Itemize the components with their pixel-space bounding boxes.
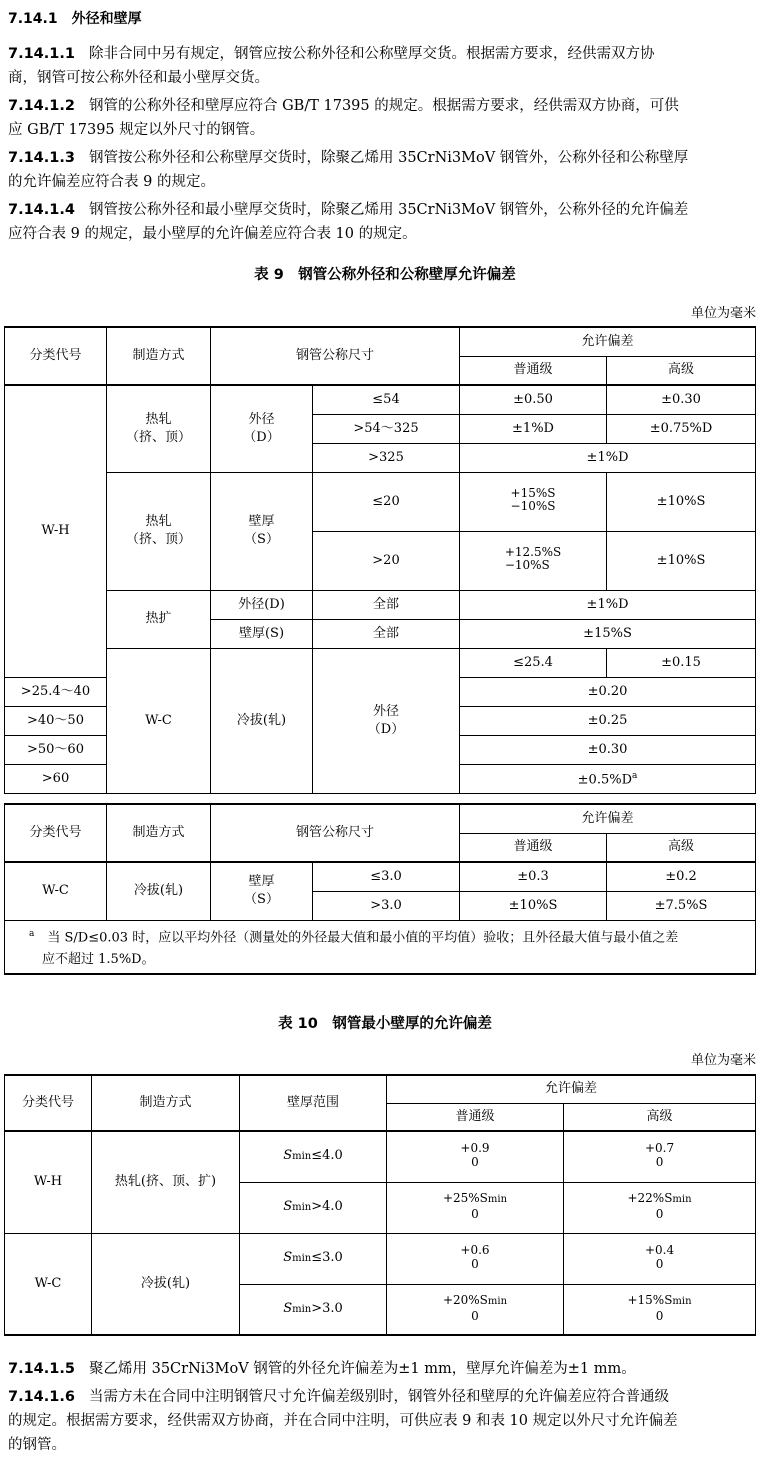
- table-cell: Smin>3.0: [240, 1284, 387, 1335]
- table-cell: +0.7 0: [564, 1131, 756, 1182]
- table-cell: >3.0: [313, 891, 460, 920]
- header-normal: 普通级: [460, 833, 607, 862]
- table-cell: >325: [313, 443, 460, 472]
- table-cell: ±0.30: [607, 385, 756, 414]
- table-cell: ±0.30: [460, 735, 756, 764]
- table-cell: ≤20: [313, 472, 460, 531]
- table-cell: ±0.25: [460, 706, 756, 735]
- table9-footnote: $^a$ 当 S/D≤0.03 时，应以平均外径（测量处的外径最大值和最小值的平均值）验收；且外径最大值与最小值之差 应不超过 1.5%D。: [5, 920, 756, 974]
- t10-header-high: 高级: [564, 1103, 756, 1131]
- header-tolerance: 允许偏差: [460, 327, 756, 356]
- t10-wh-method: 热轧(挤、顶、扩): [92, 1131, 240, 1233]
- table-cell: +0.9 0: [387, 1131, 564, 1182]
- header-method: 制造方式: [107, 804, 211, 862]
- paragraph-7-14-1-2: 7.14.1.2 钢管的公称外径和壁厚应符合 GB/T 17395 的规定。根据需方要求，经供需双方协商，可供 应 GB/T 17395 规定以外尺寸的钢管。: [8, 98, 679, 138]
- paragraph-7-14-1-3: 7.14.1.3 钢管按公称外径和公称壁厚交货时，除聚乙烯用 35CrNi3MoV 钢管外，公称外径和公称壁厚 的允许偏差应符合表 9 的规定。: [8, 150, 689, 190]
- cont-dim: 壁厚 （S）: [211, 862, 313, 920]
- t10-header-method: 制造方式: [92, 1075, 240, 1131]
- table-cell: +12.5%S −10%S: [460, 531, 607, 590]
- t10-header-code: 分类代号: [5, 1075, 92, 1131]
- table-cell: Smin≤4.0: [240, 1131, 387, 1182]
- table-cell: +25%Smin 0: [387, 1182, 564, 1233]
- table-cell: ±1%D: [460, 414, 607, 443]
- table-cell: ≤3.0: [313, 862, 460, 891]
- table-cell: >50～60: [5, 735, 107, 764]
- table-cell: 全部: [313, 590, 460, 619]
- table-cell: ±1%D: [460, 443, 756, 472]
- wc-code: W-C: [107, 648, 211, 793]
- table10-caption: 表 10 钢管最小壁厚的允许偏差: [278, 1016, 492, 1032]
- table9-continued: [4, 803, 756, 975]
- table-cell: +15%S −10%S: [460, 472, 607, 531]
- table-cell: +15%Smin 0: [564, 1284, 756, 1335]
- header-size: 钢管公称尺寸: [211, 804, 460, 862]
- table-cell: >60: [5, 764, 107, 793]
- table-cell: 外径(D): [211, 590, 313, 619]
- table-cell: ≤54: [313, 385, 460, 414]
- table-cell: >25.4～40: [5, 677, 107, 706]
- table-cell: ±7.5%S: [607, 891, 756, 920]
- table-cell: ±15%S: [460, 619, 756, 648]
- t10-wc-code: W-C: [5, 1233, 92, 1335]
- table-cell: +20%Smin 0: [387, 1284, 564, 1335]
- table9-caption: 表 9 钢管公称外径和公称壁厚允许偏差: [254, 267, 516, 283]
- header-high: 高级: [607, 356, 756, 385]
- header-size: 钢管公称尺寸: [211, 327, 460, 385]
- table-cell: 全部: [313, 619, 460, 648]
- t10-header-normal: 普通级: [387, 1103, 564, 1131]
- t10-wh-code: W-H: [5, 1131, 92, 1233]
- table-cell: +0.6 0: [387, 1233, 564, 1284]
- table-cell: ±0.75%D: [607, 414, 756, 443]
- wc-method: 冷拔(轧): [211, 648, 313, 793]
- wh-hot1-method: 热轧 （挤、顶）: [107, 385, 211, 472]
- table-cell: ±0.3: [460, 862, 607, 891]
- t10-header-tolerance: 允许偏差: [387, 1075, 756, 1103]
- table-cell: +22%Smin 0: [564, 1182, 756, 1233]
- table-cell: ±10%S: [607, 472, 756, 531]
- table-cell: ±0.2: [607, 862, 756, 891]
- header-tolerance: 允许偏差: [460, 804, 756, 833]
- wh-hot2-dim: 壁厚 （S）: [211, 472, 313, 590]
- wh-code: W-H: [5, 385, 107, 677]
- table-cell: ±10%S: [607, 531, 756, 590]
- wh-exp-method: 热扩: [107, 590, 211, 648]
- wh-hot2-method: 热轧 （挤、顶）: [107, 472, 211, 590]
- table-cell: ±10%S: [460, 891, 607, 920]
- table-cell: ±1%D: [460, 590, 756, 619]
- t10-wc-method: 冷拔(轧): [92, 1233, 240, 1335]
- table-cell: +0.4 0: [564, 1233, 756, 1284]
- wc-dim: 外径 （D）: [313, 648, 460, 793]
- header-code: 分类代号: [5, 327, 107, 385]
- paragraph-7-14-1-4: 7.14.1.4 钢管按公称外径和最小壁厚交货时，除聚乙烯用 35CrNi3MoV 钢管外，公称外径的允许偏差 应符合表 9 的规定，最小壁厚的允许偏差应符合表 10 的规定。: [8, 202, 689, 242]
- table-cell: >20: [313, 531, 460, 590]
- header-code: 分类代号: [5, 804, 107, 862]
- table-cell: 壁厚(S): [211, 619, 313, 648]
- table-cell: Smin≤3.0: [240, 1233, 387, 1284]
- section-heading: 7.14.1 外径和壁厚: [8, 11, 142, 27]
- paragraph-7-14-1-6: 7.14.1.6 当需方未在合同中注明钢管尺寸允许偏差级别时，钢管外径和壁厚的允许偏差应符合普通级 的规定。根据需方要求，经供需双方协商，并在合同中注明，可供应表 9 和表 10 规定以外尺寸允许偏差 的钢管。: [8, 1389, 678, 1453]
- table-cell: $\pm 0.5\%D^a$: [460, 764, 756, 793]
- table-cell: Smin>4.0: [240, 1182, 387, 1233]
- header-normal: 普通级: [460, 356, 607, 385]
- table-cell: ≤25.4: [460, 648, 607, 677]
- table-cell: >40～50: [5, 706, 107, 735]
- table9: [4, 326, 756, 794]
- table-cell: ±0.20: [460, 677, 756, 706]
- table-cell: >54～325: [313, 414, 460, 443]
- header-method: 制造方式: [107, 327, 211, 385]
- table-cell: ±0.50: [460, 385, 607, 414]
- paragraph-7-14-1-5: 7.14.1.5 聚乙烯用 35CrNi3MoV 钢管的外径允许偏差为±1 mm，壁厚允许偏差为±1 mm。: [8, 1361, 636, 1377]
- wh-hot1-dim: 外径 （D）: [211, 385, 313, 472]
- cont-method: 冷拔(轧): [107, 862, 211, 920]
- paragraph-7-14-1-1: 7.14.1.1 除非合同中另有规定，钢管应按公称外径和公称壁厚交货。根据需方要求，经供需双方协 商，钢管可按公称外径和最小壁厚交货。: [8, 46, 655, 86]
- table-cell: ±0.15: [607, 648, 756, 677]
- table9-unit: 单位为毫米: [690, 306, 756, 321]
- table10-unit: 单位为毫米: [690, 1053, 756, 1068]
- header-high: 高级: [607, 833, 756, 862]
- t10-header-range: 壁厚范围: [240, 1075, 387, 1131]
- cont-code: W-C: [5, 862, 107, 920]
- table10: [4, 1074, 756, 1336]
